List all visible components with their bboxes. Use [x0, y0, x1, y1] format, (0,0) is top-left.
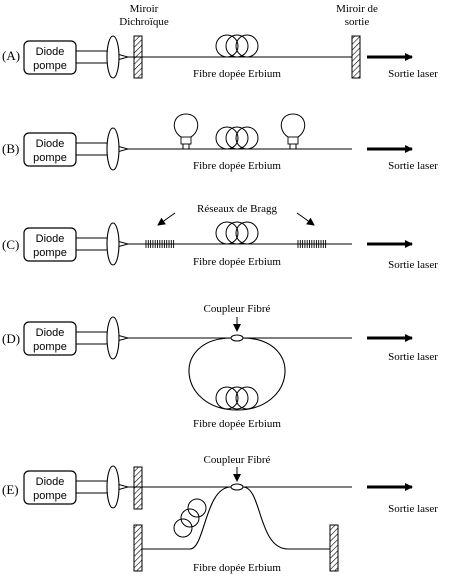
- diode-label-line1: Diode: [35, 138, 65, 150]
- pump-beam: [76, 332, 128, 344]
- panel-label: (C): [2, 237, 20, 252]
- fiber-label: Fibre dopée Erbium: [193, 160, 281, 172]
- diode-label-line1: Diode: [35, 327, 65, 339]
- focusing-lens: [107, 466, 119, 508]
- grating-pointer-right: [297, 213, 314, 225]
- fiber-branch-right: [243, 487, 330, 549]
- fiber-coil: [216, 222, 258, 244]
- fiber-ring: [189, 338, 285, 410]
- bragg-grating-label: Réseaux de Bragg: [196, 203, 278, 215]
- loop-mirror-left: [134, 525, 142, 571]
- fiber-coil: [216, 387, 258, 409]
- fiber-label: Fibre dopée Erbium: [193, 418, 281, 430]
- panel-a: [2, 3, 438, 80]
- dichroic-mirror-label-line1: Miroir: [129, 3, 159, 15]
- panel-b: [2, 114, 438, 172]
- panel-e: [2, 454, 438, 574]
- fiber-coupler: [231, 335, 243, 341]
- diode-label-line1: Diode: [35, 233, 65, 245]
- output-mirror: [352, 36, 360, 78]
- diode-label-line2: pompe: [33, 341, 67, 353]
- diode-label-line1: Diode: [35, 46, 65, 58]
- fiber-branch-left: [142, 487, 231, 549]
- panel-label: (B): [2, 141, 20, 156]
- loop-mirror-right: [330, 525, 338, 571]
- fiber-coil: [216, 35, 258, 57]
- output-label: Sortie laser: [388, 160, 438, 172]
- pump-beam: [76, 143, 128, 155]
- diode-label-line2: pompe: [33, 490, 67, 502]
- panel-label: (A): [2, 48, 21, 63]
- output-label: Sortie laser: [388, 68, 438, 80]
- diode-label-line1: Diode: [35, 476, 65, 488]
- output-label: Sortie laser: [388, 503, 438, 515]
- coupler-label: Coupleur Fibré: [203, 454, 271, 466]
- fiber-coil: [216, 127, 258, 149]
- fiber-coil: [174, 499, 206, 537]
- focusing-lens: [107, 317, 119, 359]
- dichroic-mirror: [134, 467, 142, 509]
- output-label: Sortie laser: [388, 259, 438, 271]
- panel-d: [2, 303, 438, 430]
- coupler-label: Coupleur Fibré: [203, 303, 271, 315]
- focusing-lens: [107, 128, 119, 170]
- fiber-loop-mirror-right: [281, 114, 304, 149]
- fiber-label: Fibre dopée Erbium: [193, 68, 281, 80]
- panel-label: (E): [2, 482, 19, 497]
- grating-pointer-left: [158, 213, 175, 225]
- fiber-loop-mirror-left: [174, 114, 197, 149]
- output-mirror-label-line2: sortie: [344, 16, 370, 28]
- output-mirror-label-line1: Miroir de: [336, 3, 378, 15]
- fiber-label: Fibre dopée Erbium: [193, 562, 281, 574]
- diode-label-line2: pompe: [33, 152, 67, 164]
- fiber-label: Fibre dopée Erbium: [193, 256, 281, 268]
- diode-label-line2: pompe: [33, 247, 67, 259]
- focusing-lens: [107, 223, 119, 265]
- panel-c: [2, 203, 438, 271]
- focusing-lens: [107, 36, 119, 78]
- pump-beam: [76, 51, 128, 63]
- dichroic-mirror-label-line2: Dichroïque: [119, 16, 169, 28]
- panel-label: (D): [2, 331, 21, 346]
- diode-label-line2: pompe: [33, 60, 67, 72]
- pump-beam: [76, 481, 128, 493]
- fiber-coupler: [231, 484, 243, 490]
- pump-beam: [76, 238, 128, 250]
- output-label: Sortie laser: [388, 351, 438, 363]
